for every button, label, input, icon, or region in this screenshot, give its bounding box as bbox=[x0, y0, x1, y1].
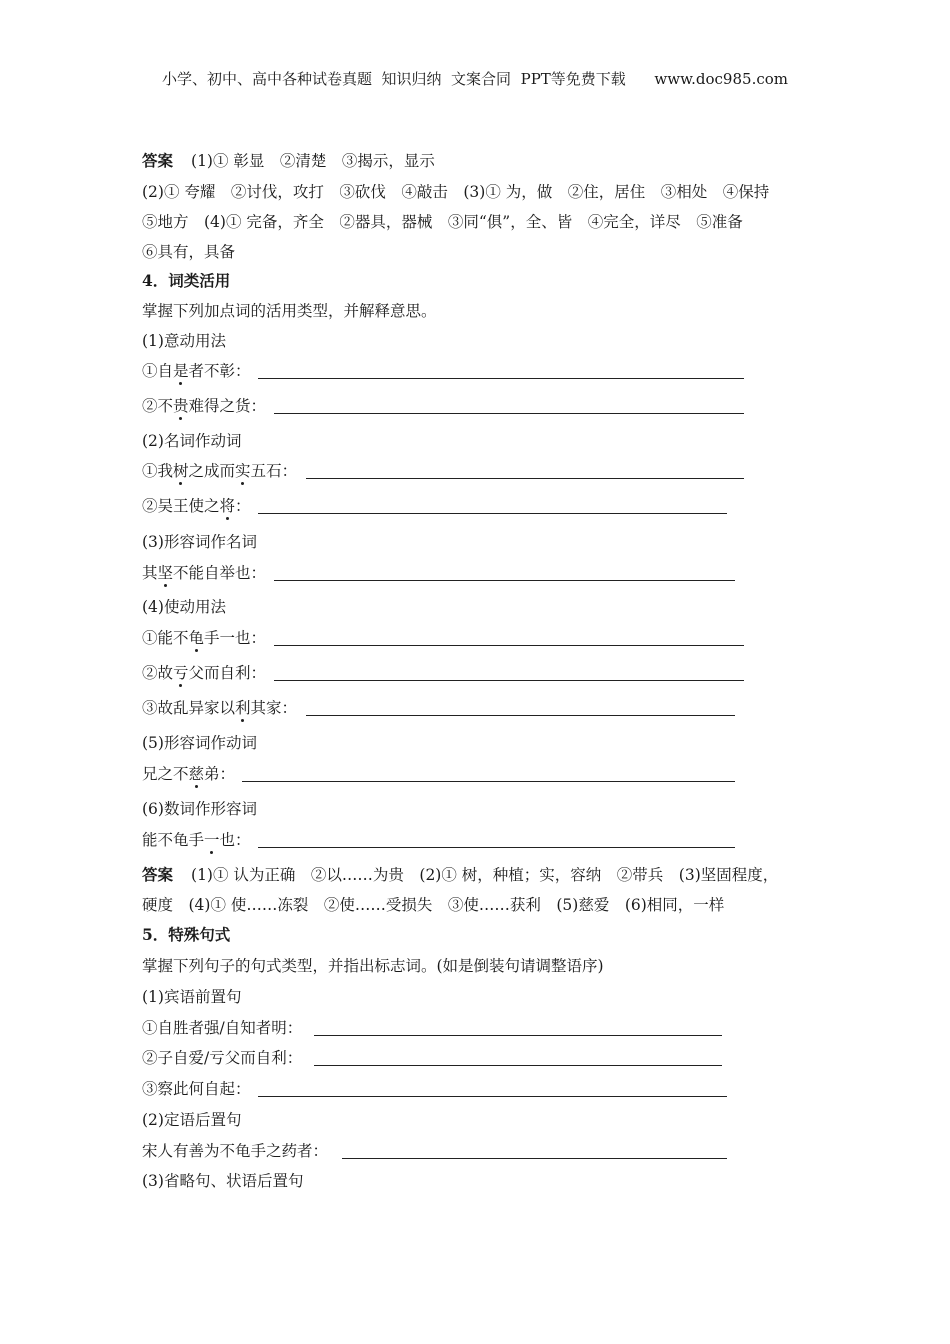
answer-line-2: (2)① 夸耀 ②讨伐，攻打 ③砍伐 ④敲击 (3)① 为，做 ②住，居住 ③相处 ④保持 bbox=[142, 183, 770, 201]
subheading-3: (3)省略句、状语后置句 bbox=[142, 1172, 304, 1190]
question-2: 宋人有善为不龟手之药者： bbox=[142, 1142, 329, 1160]
dotted-word: 亏 bbox=[173, 664, 189, 682]
question-4a: ①能不龟手一也： bbox=[142, 629, 267, 647]
dotted-word: 慈 bbox=[188, 765, 205, 783]
question-2b: ②吴王使之将： bbox=[142, 497, 251, 515]
answer-line-2: 硬度 (4)① 使……冻裂 ②使……受损失 ③使……获利 (5)慈爱 (6)相同，一样 bbox=[142, 896, 725, 914]
answer-blank[interactable] bbox=[306, 478, 744, 479]
subheading-1: (1)意动用法 bbox=[142, 332, 226, 350]
dotted-word: 龟 bbox=[188, 629, 205, 647]
page-header: 小学、初中、高中各种试卷真题 知识归纳 文案合同 PPT等免费下载 www.doc985.com bbox=[161, 70, 788, 88]
answer-blank[interactable] bbox=[258, 847, 735, 848]
section-4-title: 4．词类活用 bbox=[142, 271, 231, 290]
subheading-2: (2)定语后置句 bbox=[142, 1111, 242, 1129]
dotted-word: 一 bbox=[204, 831, 220, 849]
answer-text: (1)① 认为正确 ②以……为贵 (2)① 树，种植；实，容纳 ②带兵 (3)坚固程度， bbox=[191, 866, 779, 884]
dotted-word: 坚 bbox=[157, 564, 174, 582]
answer-text: (1)① 彰显 ②清楚 ③揭示，显示 bbox=[191, 152, 435, 170]
answer-line-1 bbox=[142, 151, 435, 171]
subheading-4: (4)使动用法 bbox=[142, 598, 226, 616]
section-5-title: 5．特殊句式 bbox=[142, 925, 231, 944]
answer-blank[interactable] bbox=[314, 1035, 722, 1036]
dotted-word: 是 bbox=[173, 362, 189, 380]
subheading-2: (2)名词作动词 bbox=[142, 432, 242, 450]
answer-blank[interactable] bbox=[242, 781, 735, 782]
subheading-5: (5)形容词作动词 bbox=[142, 734, 257, 752]
answer-blank[interactable] bbox=[274, 413, 744, 414]
answer-blank[interactable] bbox=[274, 580, 735, 581]
answer-label: 答案 bbox=[142, 151, 174, 170]
section-4-instruction: 掌握下列加点词的活用类型，并解释意思。 bbox=[142, 302, 437, 320]
answer-line-3: ⑤地方 (4)① 完备，齐全 ②器具，器械 ③同“俱”，全、皆 ④完全，详尽 ⑤准备 bbox=[142, 213, 743, 231]
question-5: 兄之不慈弟： bbox=[142, 765, 236, 783]
question-1b: ②子自爱/亏父而自利： bbox=[142, 1049, 303, 1067]
answer-blank[interactable] bbox=[258, 1096, 727, 1097]
answer-blank[interactable] bbox=[306, 715, 735, 716]
dotted-word: 实 bbox=[235, 462, 251, 480]
question-1c: ③察此何自起： bbox=[142, 1080, 251, 1098]
answer-blank[interactable] bbox=[274, 645, 744, 646]
section-5-instruction: 掌握下列句子的句式类型，并指出标志词。(如是倒装句请调整语序) bbox=[142, 957, 604, 975]
dotted-word: 将 bbox=[219, 497, 236, 515]
answer-line-4: ⑥具有，具备 bbox=[142, 243, 236, 261]
question-2a: ①我树之成而实五石： bbox=[142, 462, 298, 480]
dotted-word: 贵 bbox=[173, 397, 189, 415]
answer-blank[interactable] bbox=[342, 1158, 727, 1159]
answer-line-1 bbox=[142, 865, 778, 885]
answer-label: 答案 bbox=[142, 865, 174, 884]
question-4b: ②故亏父而自利： bbox=[142, 664, 267, 682]
subheading-6: (6)数词作形容词 bbox=[142, 800, 257, 818]
answer-blank[interactable] bbox=[258, 513, 727, 514]
subheading-1: (1)宾语前置句 bbox=[142, 988, 242, 1006]
dotted-word: 利 bbox=[235, 699, 251, 717]
question-1a: ①自是者不彰： bbox=[142, 362, 251, 380]
question-4c: ③故乱异家以利其家： bbox=[142, 699, 298, 717]
question-1b: ②不贵难得之货： bbox=[142, 397, 267, 415]
question-1a: ①自胜者强/自知者明： bbox=[142, 1019, 303, 1037]
dotted-word: 树 bbox=[173, 462, 189, 480]
answer-blank[interactable] bbox=[274, 680, 744, 681]
answer-blank[interactable] bbox=[258, 378, 744, 379]
question-6: 能不龟手一也： bbox=[142, 831, 251, 849]
subheading-3: (3)形容词作名词 bbox=[142, 533, 257, 551]
answer-blank[interactable] bbox=[314, 1065, 722, 1066]
question-3: 其坚不能自举也： bbox=[142, 564, 267, 582]
